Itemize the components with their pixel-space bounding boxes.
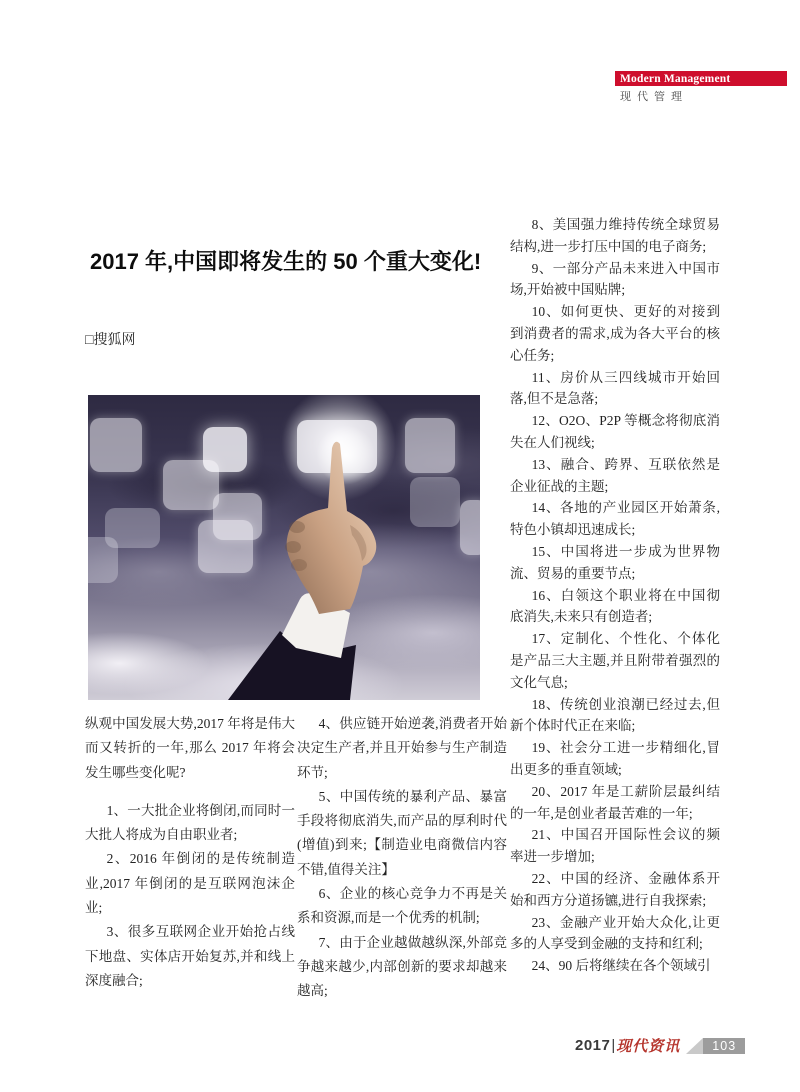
paragraph: 14、各地的产业园区开始萧条,特色小镇却迅速成长; <box>510 500 720 538</box>
paragraph: 2、2016 年倒闭的是传统制造业,2017 年倒闭的是互联网泡沫企业; <box>85 851 295 916</box>
paragraph: 13、融合、跨界、互联依然是企业征战的主题; <box>510 456 720 494</box>
paragraph: 3、很多互联网企业开始抢占线下地盘、实体店开始复苏,并和线上深度融合; <box>85 924 295 988</box>
knuckle-shadow <box>285 541 301 553</box>
knuckle-shadow <box>289 521 305 533</box>
page-footer <box>575 1037 745 1054</box>
article-photo <box>88 395 480 700</box>
page-badge-triangle <box>686 1038 703 1054</box>
masthead <box>615 71 787 104</box>
paragraph: 9、一部分产品未来进入中国市场,开始被中国贴牌; <box>510 260 720 298</box>
paragraph: 4、供应链开始逆袭,消费者开始决定生产者,并且开始参与生产制造环节; <box>297 716 507 780</box>
hand-graphic <box>88 395 480 700</box>
paragraph: 23、金融产业开始大众化,让更多的人享受到金融的支持和红利; <box>510 914 720 952</box>
footer-separator: | <box>611 1037 616 1054</box>
paragraph: 18、传统创业浪潮已经过去,但新个体时代正在来临; <box>510 696 720 734</box>
footer-magazine-name: 现代资讯 <box>616 1039 681 1055</box>
paragraph: 10、如何更快、更好的对接到到消费者的需求,成为各大平台的核心任务; <box>510 304 720 363</box>
paragraph: 6、企业的核心竞争力不再是关系和资源,而是一个优秀的机制; <box>297 886 507 926</box>
paragraph: 24、90 后将继续在各个领域引 <box>531 958 711 974</box>
article-title: 2017 年,中国即将发生的 50 个重大变化! <box>90 249 482 274</box>
masthead-title-cn: 现代管理 <box>620 91 688 103</box>
paragraph: 22、中国的经济、金融体系开始和西方分道扬镳,进行自我探索; <box>510 870 720 908</box>
page-number-badge: 103 <box>703 1038 745 1054</box>
column-middle <box>297 712 507 1004</box>
paragraph: 11、房价从三四线城市开始回落,但不是急落; <box>510 369 720 407</box>
paragraph: 1、一大批企业将倒闭,而同时一大批人将成为自由职业者; <box>85 802 295 843</box>
article-byline: □搜狐网 <box>85 331 136 347</box>
masthead-title-en: Modern Management <box>620 72 731 85</box>
paragraph: 8、美国强力维持传统全球贸易结构,进一步打压中国的电子商务; <box>510 217 720 254</box>
footer-year: 2017 <box>575 1037 611 1054</box>
column-right <box>510 214 720 977</box>
knuckle-shadow <box>291 559 307 571</box>
paragraph: 7、由于企业越做越纵深,外部竞争越来越少,内部创新的要求却越来越高; <box>297 934 507 999</box>
masthead-red-bar <box>615 71 787 86</box>
paragraph: 5、中国传统的暴利产品、暴富手段将彻底消失,而产品的厚利时代(增值)到来;【制造业电商微信内容不错,值得关注】 <box>297 788 507 877</box>
paragraph: 17、定制化、个性化、个体化是产品三大主题,并且附带着强烈的文化气息; <box>510 631 720 690</box>
paragraph: 12、O2O、P2P 等概念将彻底消失在人们视线; <box>510 413 720 450</box>
paragraph: 19、社会分工进一步精细化,冒出更多的垂直领域; <box>510 740 720 777</box>
paragraph: 纵观中国发展大势,2017 年将是伟大而又转折的一年,那么 2017 年将会发生哪些变化呢? <box>85 716 295 780</box>
column-left <box>85 712 295 993</box>
paragraph: 15、中国将进一步成为世界物流、贸易的重要节点; <box>510 543 720 581</box>
paragraph: 20、2017 年是工薪阶层最纠结的一年,是创业者最苦难的一年; <box>510 783 720 821</box>
paragraph: 21、中国召开国际性会议的频率进一步增加; <box>510 827 720 865</box>
paragraph: 16、白领这个职业将在中国彻底消失,未来只有创造者; <box>510 587 720 625</box>
